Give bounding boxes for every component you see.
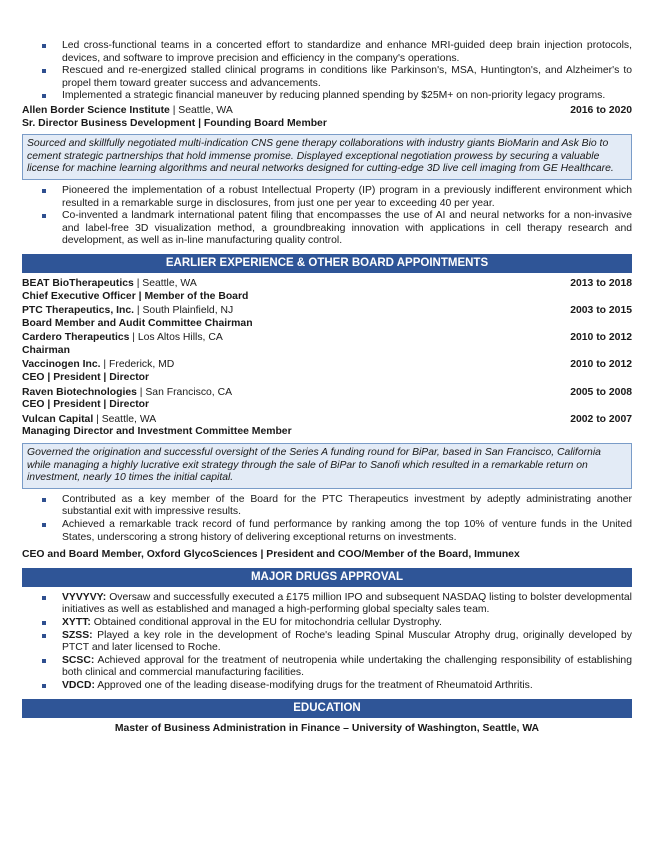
bullet-square-icon <box>42 189 46 193</box>
list-item <box>22 617 632 630</box>
bullet-square-icon <box>42 69 46 73</box>
company-location: | Seattle, WA <box>169 104 233 116</box>
drug-description: Obtained conditional approval in the EU for mitochondria cellular Dystrophy. <box>90 616 442 628</box>
job-header-allen <box>22 105 632 118</box>
education-line: Master of Business Administration in Finance – University of Washington, Seattle, WA <box>114 722 540 734</box>
drugs-bullet-list <box>22 592 632 693</box>
bullet-square-icon <box>42 94 46 98</box>
job-entry <box>22 278 632 303</box>
vulcan-bullet-list <box>22 494 632 544</box>
job-role: Chairman <box>22 344 70 356</box>
company-location: | Seattle, WA <box>133 277 197 289</box>
job-entry <box>22 387 632 412</box>
list-item <box>22 655 632 680</box>
list-item: Pioneered the implementation of a robust Intellectual Property (IP) program in a previously indifferent environment which resulted in a remarkable surge in disclosures, from just one per year to exceeding 40 per year. <box>22 185 632 210</box>
drug-description: Oversaw and successfully executed a £175 million IPO and subsequent NASDAQ listing to bolster developmental initiatives as well as established and managed a high-performing global specialty sales team. <box>62 591 632 616</box>
job-role: Managing Director and Investment Committee Member <box>22 426 292 438</box>
job-dates: 2002 to 2007 <box>570 413 632 425</box>
highlight-callout: Governed the origination and successful oversight of the Series A funding round for BiPar, based in San Francisco, California while managing a highly lucrative exit strategy through the sale of BiPar to Sanofi which resulted in a remarkable return on investment, nearly 10 times the initial capital. <box>22 443 632 489</box>
job-dates: 2016 to 2020 <box>570 104 632 116</box>
company-location: | Los Altos Hills, CA <box>129 332 223 344</box>
company-name: Cardero Therapeutics <box>22 332 130 344</box>
job-entry <box>22 414 632 439</box>
job-role: Board Member and Audit Committee Chairman <box>22 317 253 329</box>
job-dates: 2013 to 2018 <box>570 277 632 289</box>
drug-code: SZSS: <box>62 629 93 641</box>
list-item: Contributed as a key member of the Board for the PTC Therapeutics investment by adeptly administrating another substantial exit with impressive results. <box>22 494 632 519</box>
drug-code: XYTT: <box>62 616 91 628</box>
bullet-square-icon <box>42 44 46 48</box>
earlier-experience-list <box>22 278 632 439</box>
company-location: | South Plainfield, NJ <box>134 305 234 317</box>
company-location: | Frederick, MD <box>100 359 175 371</box>
section-header-earlier: EARLIER EXPERIENCE & OTHER BOARD APPOINTMENTS <box>22 254 632 273</box>
job-role: CEO | President | Director <box>22 372 150 384</box>
list-item: Implemented a strategic financial maneuver by reducing planned spending by $25M+ on non-priority legacy programs. <box>22 90 632 103</box>
list-item <box>22 592 632 617</box>
company-name: PTC Therapeutics, Inc. <box>22 305 135 317</box>
section-header-drugs: MAJOR DRUGS APPROVAL <box>22 568 632 587</box>
drug-description: Achieved approval for the treatment of neutropenia while undertaking the challenging responsibility of establishing both clinical and commercial manufacturing facilities. <box>62 654 632 679</box>
company-location: | San Francisco, CA <box>136 386 232 398</box>
allen-bullet-list <box>22 185 632 248</box>
bullet-square-icon <box>42 634 46 638</box>
job-dates: 2003 to 2015 <box>570 305 632 317</box>
bullet-square-icon <box>42 498 46 502</box>
job-entry <box>22 305 632 330</box>
job-entry <box>22 332 632 357</box>
list-item: Achieved a remarkable track record of fund performance by ranking among the top 10% of venture funds in the United States, underscoring a strong history of delivering exceptional returns on investments. <box>22 519 632 544</box>
drug-code: VYVYVY: <box>62 591 107 603</box>
intro-bullet-list <box>22 40 632 103</box>
drug-description: Played a key role in the development of Roche's leading Spinal Muscular Atrophy drug, originally developed by PTCT and later licensed to Roche. <box>62 629 632 654</box>
highlight-callout: Sourced and skillfully negotiated multi-indication CNS gene therapy collaborations with industry giants BioMarin and Ask Bio to cement strategic partnerships that hold immense promise. Displayed exceptional negotiation prowess by securing a valuable license for machine learning algorithms and neural networks designed for cutting-edge 3D live cell imaging from GE Healthcare. <box>22 134 632 180</box>
job-role: CEO | President | Director <box>22 399 150 411</box>
company-name: BEAT BioTherapeutics <box>22 277 134 289</box>
bullet-square-icon <box>42 214 46 218</box>
company-name: Allen Border Science Institute <box>22 104 170 116</box>
job-dates: 2005 to 2008 <box>570 386 632 398</box>
job-dates: 2010 to 2012 <box>570 332 632 344</box>
bullet-square-icon <box>42 684 46 688</box>
bullet-square-icon <box>42 523 46 527</box>
list-item: Led cross-functional teams in a concerted effort to standardize and enhance MRI-guided deep brain injection protocols, devices, and software to improve precision and efficiency in the company's operations. <box>22 40 632 65</box>
job-dates: 2010 to 2012 <box>570 359 632 371</box>
other-roles-line: CEO and Board Member, Oxford GlycoSciences | President and COO/Member of the Board, Immunex <box>22 549 520 561</box>
company-name: Vaccinogen Inc. <box>22 359 101 371</box>
list-item <box>22 630 632 655</box>
company-name: Raven Biotechnologies <box>22 386 137 398</box>
list-item: Co-invented a landmark international patent filing that encompasses the use of AI and neural networks for a non-invasive and label-free 3D visualization method, a groundbreaking innovation with applications in cell therapy research and development, as well as in-line manufacturing quality control. <box>22 210 632 248</box>
company-name: Vulcan Capital <box>22 413 94 425</box>
job-role: Sr. Director Business Development | Founding Board Member <box>22 117 327 129</box>
bullet-square-icon <box>42 596 46 600</box>
job-entry <box>22 359 632 384</box>
list-item: Rescued and re-energized stalled clinical programs in conditions like Parkinson's, MSA, Huntington's, and Alzheimer's to propel them toward greater success and advancements. <box>22 65 632 90</box>
bullet-square-icon <box>42 621 46 625</box>
company-location: | Seattle, WA <box>93 413 157 425</box>
list-item <box>22 680 632 693</box>
job-role: Chief Executive Officer | Member of the Board <box>22 290 249 302</box>
drug-description: Approved one of the leading disease-modifying drugs for the treatment of Rheumatoid Arthritis. <box>94 679 533 691</box>
section-header-education: EDUCATION <box>22 699 632 718</box>
drug-code: VDCD: <box>62 679 95 691</box>
drug-code: SCSC: <box>62 654 95 666</box>
bullet-square-icon <box>42 659 46 663</box>
